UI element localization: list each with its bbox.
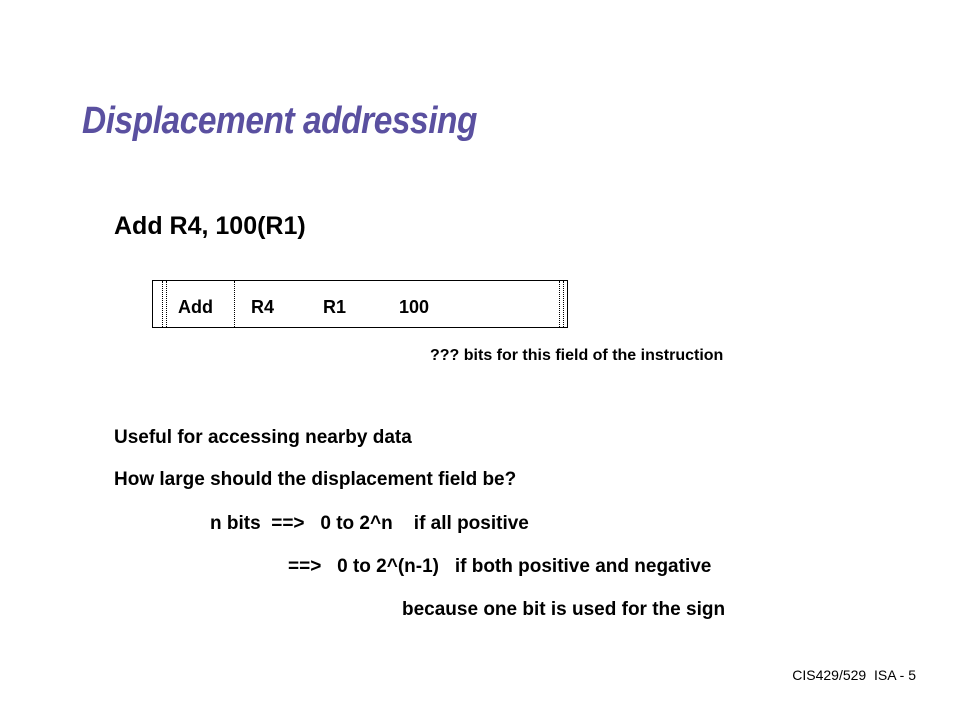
instruction-example: Add R4, 100(R1) xyxy=(114,212,306,240)
field-base-register: R1 xyxy=(323,297,347,317)
body-line: because one bit is used for the sign xyxy=(402,599,726,620)
instruction-format-box xyxy=(152,280,568,328)
slide-footer: CIS429/529 ISA - 5 xyxy=(792,667,916,683)
body-line: n bits ==> 0 to 2^n if all positive xyxy=(210,513,529,534)
body-line: ==> 0 to 2^(n-1) if both positive and negative xyxy=(288,556,712,577)
body-line: Useful for accessing nearby data xyxy=(114,427,412,448)
field-displacement: 100 xyxy=(399,297,430,317)
field-separator xyxy=(234,281,235,327)
displacement-field-note: ??? bits for this field of the instruction xyxy=(430,347,724,364)
body-line: How large should the displacement field be? xyxy=(114,469,517,490)
field-destination-register: R4 xyxy=(251,297,275,317)
slide-title: Displacement addressing xyxy=(82,100,478,142)
field-opcode: Add xyxy=(178,297,213,317)
